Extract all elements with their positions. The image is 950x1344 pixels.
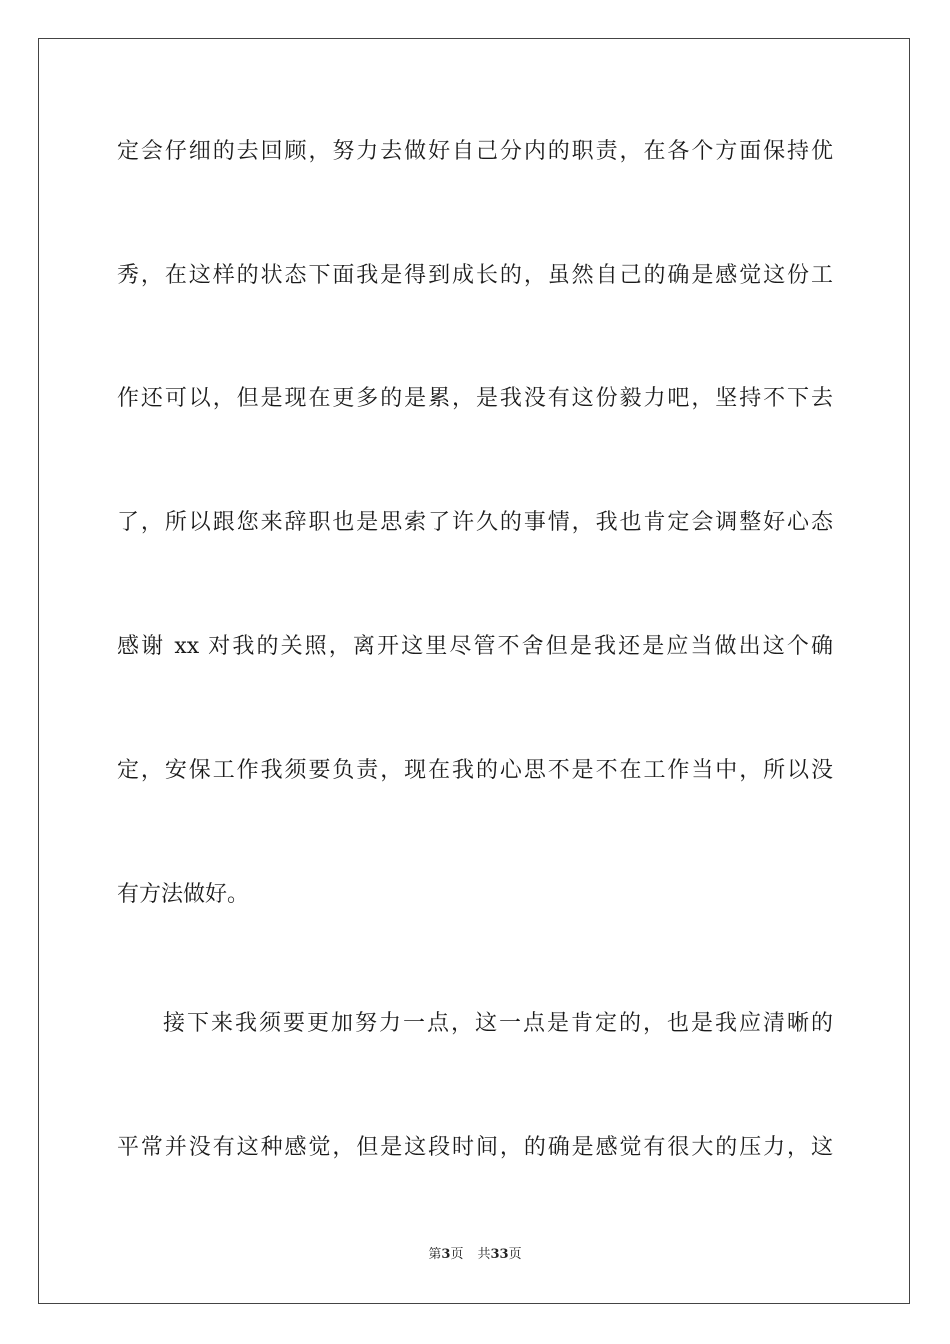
page-prefix: 第 <box>428 1247 442 1262</box>
paragraph-2-line-1: 接下来我须要更加努力一点，这一点是肯定的，也是我应清晰的 <box>163 1011 833 1036</box>
page-suffix: 页 <box>450 1247 464 1262</box>
body-line-7: 有方法做好。 <box>117 882 250 907</box>
total-prefix: 共 <box>477 1247 491 1262</box>
total-suffix: 页 <box>508 1247 522 1262</box>
page-footer <box>0 1246 950 1264</box>
body-line-4: 了，所以跟您来辞职也是思索了许久的事情，我也肯定会调整好心态 <box>117 510 833 535</box>
page-frame <box>38 38 910 1304</box>
body-line-1: 定会仔细的去回顾，努力去做好自己分内的职责，在各个方面保持优 <box>117 139 833 164</box>
body-line-3: 作还可以，但是现在更多的是累，是我没有这份毅力吧，坚持不下去 <box>117 386 833 411</box>
paragraph-2-line-2: 平常并没有这种感觉，但是这段时间，的确是感觉有很大的压力，这 <box>117 1135 833 1160</box>
total-pages: 33 <box>490 1247 509 1262</box>
page-number: 3 <box>441 1247 451 1262</box>
body-line-5: 感谢 xx 对我的关照，离开这里尽管不舍但是我还是应当做出这个确 <box>117 634 833 659</box>
body-line-2: 秀，在这样的状态下面我是得到成长的，虽然自己的确是感觉这份工 <box>117 263 833 288</box>
body-line-6: 定，安保工作我须要负责，现在我的心思不是不在工作当中，所以没 <box>117 758 833 783</box>
